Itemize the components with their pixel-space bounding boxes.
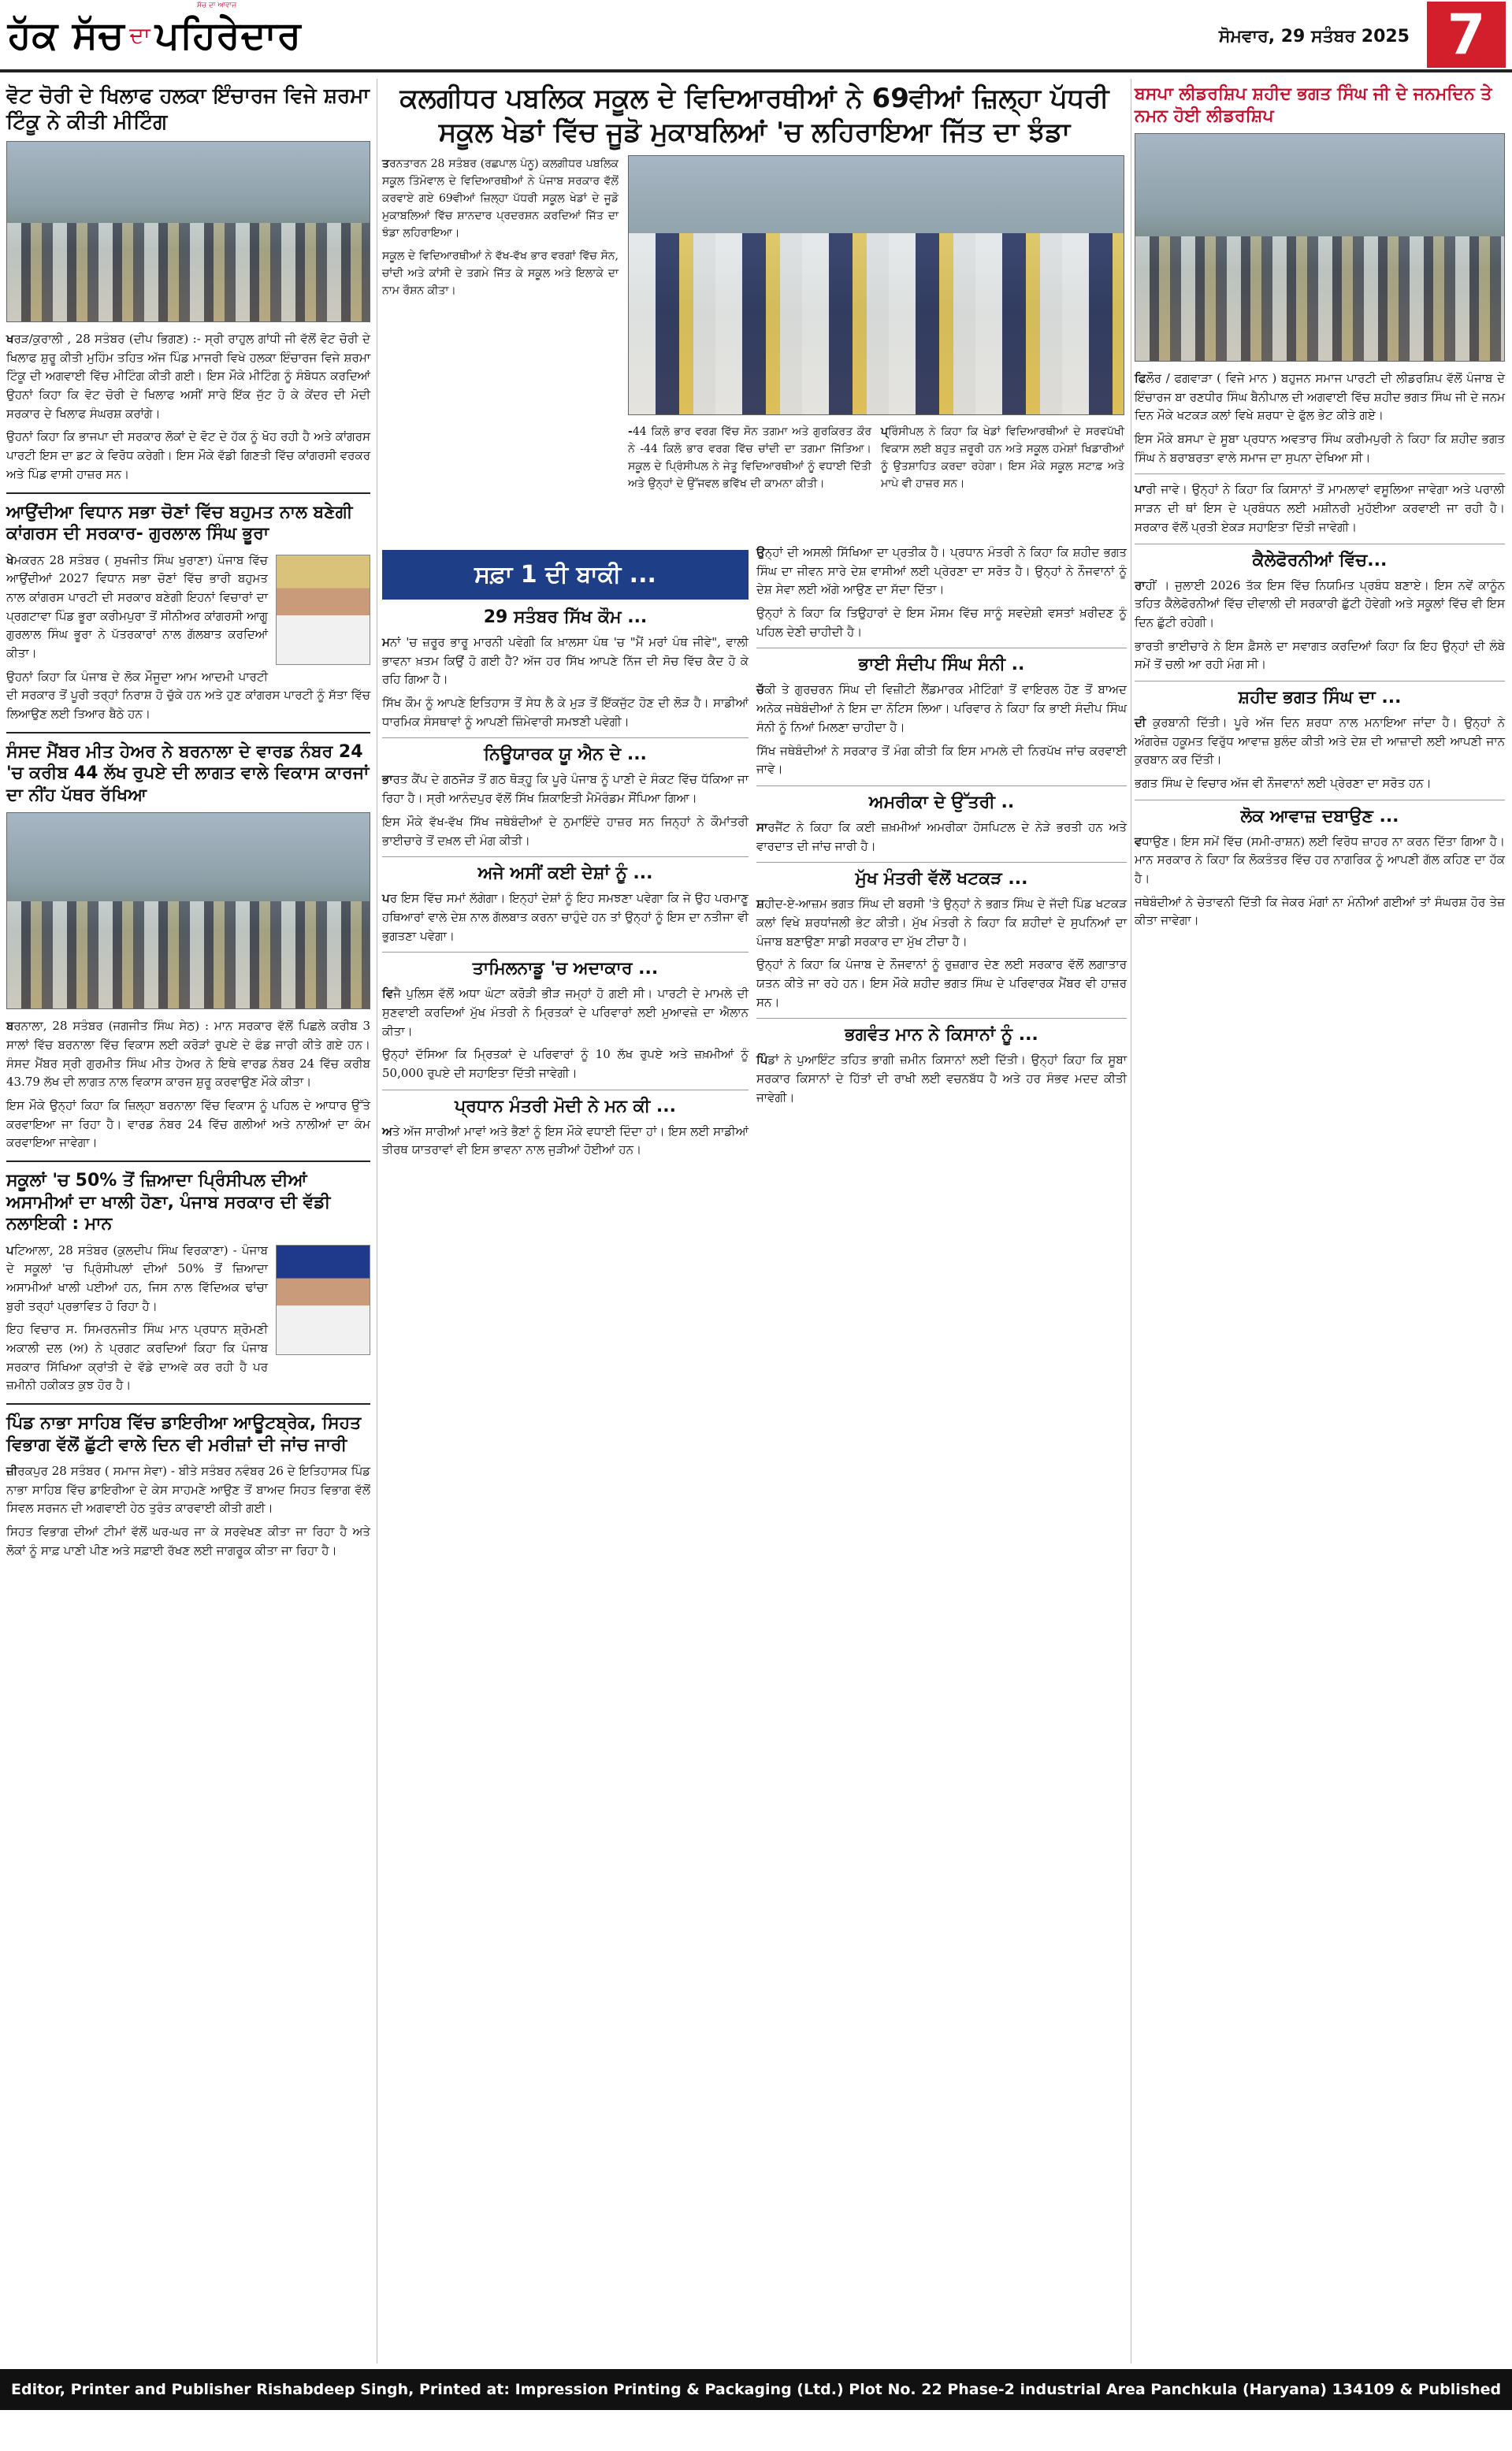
story-body	[6, 1462, 370, 1560]
story-headline[interactable]: ਲੋਕ ਆਵਾਜ਼ ਦਬਾਉਣ ...	[1240, 806, 1399, 826]
paragraph: ਪਰ ਇਸ ਵਿੱਚ ਸਮਾਂ ਲੱਗੇਗਾ। ਇਨ੍ਹਾਂ ਦੇਸ਼ਾਂ ਨੂੰ ਇਹ ਸਮਝਣਾ ਪਵੇਗਾ ਕਿ ਜੇ ਉਹ ਪਰਮਾਣੂ ਹਥਿਆਰਾਂ ਵਾਲੇ ਦੇਸ਼ ਨਾਲ ਗੱਲਬਾਤ ਕਰਨਾ ਚਾਹੁੰਦੇ ਹਨ ਤਾਂ ਉਨ੍ਹਾਂ ਨੂੰ ਇਸ ਦਾ ਨਤੀਜਾ ਵੀ ਭੁਗਤਣਾ ਪਵੇਗਾ।	[382, 891, 749, 943]
lead-body-cont	[628, 423, 871, 525]
paragraph: ਸਕੂਲ ਦੇ ਵਿਦਿਆਰਥੀਆਂ ਨੇ ਵੱਖ-ਵੱਖ ਭਾਰ ਵਰਗਾਂ ਵਿੱਚ ਸੋਨ, ਚਾਂਦੀ ਅਤੇ ਕਾਂਸੀ ਦੇ ਤਗਮੇ ਜਿੱਤ ਕੇ ਸਕੂਲ ਅਤੇ ਇਲਾਕੇ ਦਾ ਨਾਮ ਰੌਸ਼ਨ ਕੀਤਾ।	[382, 249, 619, 297]
paragraph: ਪਿੰਡਾਂ ਨੇ ਪੁਆਇੰਟ ਤਹਿਤ ਭਾਗੀ ਜ਼ਮੀਨ ਕਿਸਾਨਾਂ ਲਈ ਦਿੱਤੀ। ਉਨ੍ਹਾਂ ਕਿਹਾ ਕਿ ਸੂਬਾ ਸਰਕਾਰ ਕਿਸਾਨਾਂ ਦੇ ਹਿੱਤਾਂ ਦੀ ਰਾਖੀ ਲਈ ਵਚਨਬੱਧ ਹੈ ਅਤੇ ਹਰ ਸੰਭਵ ਮਦਦ ਕੀਤੀ ਜਾਵੇਗੀ।	[756, 1053, 1127, 1105]
meeting-photo	[6, 141, 370, 322]
column-3	[756, 544, 1127, 2364]
story-headline[interactable]: 29 ਸਤੰਬਰ ਸਿੱਖ ਕੌਮ ...	[483, 607, 648, 627]
paragraph: ਫਿਲੌਰ / ਫਗਵਾੜਾ ( ਵਿਜੇ ਮਾਨ ) ਬਹੁਜਨ ਸਮਾਜ ਪਾਰਟੀ ਦੀ ਲੀਡਰਸ਼ਿਪ ਵੱਲੋਂ ਪੰਜਾਬ ਦੇ ਇੰਚਾਰਜ ਬਾ ਰਣਧੀਰ ਸਿੰਘ ਬੈਨੀਪਾਲ ਦੀ ਅਗਵਾਈ ਵਿੱਚ ਸ਼ਹੀਦ ਭਗਤ ਸਿੰਘ ਜੀ ਦੇ ਜਨਮ ਦਿਨ ਮੌਕੇ ਖਟਕੜ ਕਲਾਂ ਵਿਖੇ ਸ਼ਰਧਾ ਦੇ ਫੁੱਲ ਭੇਟ ਕੀਤੇ ਗਏ।	[1135, 371, 1505, 423]
paragraph: ਪ੍ਰਿੰਸੀਪਲ ਨੇ ਕਿਹਾ ਕਿ ਖੇਡਾਂ ਵਿਦਿਆਰਥੀਆਂ ਦੇ ਸਰਵਪੱਖੀ ਵਿਕਾਸ ਲਈ ਬਹੁਤ ਜ਼ਰੂਰੀ ਹਨ ਅਤੇ ਸਕੂਲ ਹਮੇਸ਼ਾਂ ਖਿਡਾਰੀਆਂ ਨੂੰ ਉਤਸ਼ਾਹਿਤ ਕਰਦਾ ਰਹੇਗਾ। ਇਸ ਮੌਕੇ ਸਕੂਲ ਸਟਾਫ਼ ਅਤੇ ਮਾਪੇ ਵੀ ਹਾਜ਼ਰ ਸਨ।	[881, 425, 1124, 491]
politician-portrait	[276, 1245, 370, 1355]
story-principal-posts	[6, 1170, 370, 1395]
story-headline[interactable]: ਨਿਊਯਾਰਕ ਯੂ ਐਨ ਦੇ ...	[484, 745, 647, 765]
story-body	[382, 1123, 749, 1160]
divider	[756, 862, 1127, 863]
paragraph: ਇਸ ਮੌਕੇ ਬਸਪਾ ਦੇ ਸੂਬਾ ਪ੍ਰਧਾਨ ਅਵਤਾਰ ਸਿੰਘ ਕਰੀਮਪੁਰੀ ਨੇ ਕਿਹਾ ਕਿ ਸ਼ਹੀਦ ਭਗਤ ਸਿੰਘ ਨੇ ਬਰਾਬਰਤਾ ਵਾਲੇ ਸਮਾਜ ਦਾ ਸੁਪਨਾ ਦੇਖਿਆ ਸੀ।	[1135, 432, 1505, 465]
story-headline[interactable]: ਭਾਈ ਸੰਦੀਪ ਸਿੰਘ ਸੰਨੀ ..	[858, 655, 1025, 675]
students-group-photo	[628, 155, 1124, 415]
logo-text-part1: ਹੱਕ ਸੱਚ	[8, 13, 125, 58]
page-number-badge: 7	[1427, 2, 1506, 68]
lead-headline[interactable]: ਕਲਗੀਧਰ ਪਬਲਿਕ ਸਕੂਲ ਦੇ ਵਿਦਿਆਰਥੀਆਂ ਨੇ 69ਵੀਆਂ ਜ਼ਿਲ੍ਹਾ ਪੱਧਰੀ ਸਕੂਲ ਖੇਡਾਂ ਵਿੱਚ ਜੂਡੋ ਮੁਕਾਬਲਿਆਂ 'ਚ ਲਹਿਰਾਇਆ ਜਿੱਤ ਦਾ ਝੰਡਾ	[399, 83, 1109, 148]
story-headline[interactable]: ਤਾਮਿਲਨਾਡੂ 'ਚ ਅਦਾਕਾਰ ...	[472, 959, 659, 979]
story-body	[1135, 370, 1505, 467]
divider	[756, 785, 1127, 786]
paragraph: ਇਸ ਮੌਕੇ ਵੱਖ-ਵੱਖ ਸਿੱਖ ਜਥੇਬੰਦੀਆਂ ਦੇ ਨੁਮਾਇੰਦੇ ਹਾਜ਼ਰ ਸਨ ਜਿਨ੍ਹਾਂ ਨੇ ਕੌਮਾਂਤਰੀ ਭਾਈਚਾਰੇ ਤੋਂ ਦਖ਼ਲ ਦੀ ਮੰਗ ਕੀਤੀ।	[382, 814, 749, 848]
paragraph: ਉਹਨਾਂ ਕਿਹਾ ਕਿ ਭਾਜਪਾ ਦੀ ਸਰਕਾਰ ਲੋਕਾਂ ਦੇ ਵੋਟ ਦੇ ਹੱਕ ਨੂੰ ਖੋਹ ਰਹੀ ਹੈ ਅਤੇ ਕਾਂਗਰਸ ਪਾਰਟੀ ਇਸ ਦਾ ਡਟ ਕੇ ਵਿਰੋਧ ਕਰੇਗੀ। ਇਸ ਮੌਕੇ ਵੱਡੀ ਗਿਣਤੀ ਵਿੱਚ ਕਾਂਗਰਸੀ ਵਰਕਰ ਅਤੇ ਪਿੰਡ ਵਾਸੀ ਹਾਜ਼ਰ ਸਨ।	[6, 429, 370, 481]
paragraph: ਇਹ ਵਿਚਾਰ ਸ. ਸਿਮਰਨਜੀਤ ਸਿੰਘ ਮਾਨ ਪ੍ਰਧਾਨ ਸ਼੍ਰੋਮਣੀ ਅਕਾਲੀ ਦਲ (ਅ) ਨੇ ਪ੍ਰਗਟ ਕਰਦਿਆਂ ਕਿਹਾ ਕਿ ਪੰਜਾਬ ਸਰਕਾਰ ਸਿੱਖਿਆ ਕ੍ਰਾਂਤੀ ਦੇ ਵੱਡੇ ਦਾਅਵੇ ਕਰ ਰਹੀ ਹੈ ਪਰ ਜ਼ਮੀਨੀ ਹਕੀਕਤ ਕੁਝ ਹੋਰ ਹੈ।	[6, 1322, 268, 1393]
divider	[6, 492, 370, 494]
lead-story	[382, 79, 1127, 536]
story-vote-chori	[6, 84, 370, 485]
story-headline[interactable]: ਪਿੰਡ ਨਾਭਾ ਸਾਹਿਬ ਵਿੱਚ ਡਾਇਰੀਆ ਆਊਟਬ੍ਰੇਕ, ਸਿਹਤ ਵਿਭਾਗ ਵੱਲੋਂ ਛੁੱਟੀ ਵਾਲੇ ਦਿਨ ਵੀ ਮਰੀਜ਼ਾਂ ਦੀ ਜਾਂਚ ਜਾਰੀ	[6, 1413, 362, 1455]
paragraph: ਭਾਰਤੀ ਭਾਈਚਾਰੇ ਨੇ ਇਸ ਫ਼ੈਸਲੇ ਦਾ ਸਵਾਗਤ ਕਰਦਿਆਂ ਕਿਹਾ ਕਿ ਇਹ ਉਨ੍ਹਾਂ ਦੀ ਲੰਬੇ ਸਮੇਂ ਤੋਂ ਚਲੀ ਆ ਰਹੀ ਮੰਗ ਸੀ।	[1135, 638, 1505, 672]
story-meet-hayer	[6, 741, 370, 1153]
paragraph: ਉਨ੍ਹਾਂ ਦੀ ਅਸਲੀ ਸਿੱਖਿਆ ਦਾ ਪ੍ਰਤੀਕ ਹੈ। ਪ੍ਰਧਾਨ ਮੰਤਰੀ ਨੇ ਕਿਹਾ ਕਿ ਸ਼ਹੀਦ ਭਗਤ ਸਿੰਘ ਦਾ ਜੀਵਨ ਸਾਰੇ ਦੇਸ਼ ਵਾਸੀਆਂ ਲਈ ਪ੍ਰੇਰਣਾ ਦਾ ਸਰੋਤ ਹੈ। ਉਨ੍ਹਾਂ ਨੇ ਨੌਜਵਾਨਾਂ ਨੂੰ ਦੇਸ਼ ਸੇਵਾ ਲਈ ਅੱਗੇ ਆਉਣ ਦਾ ਸੱਦਾ ਦਿੱਤਾ।	[756, 545, 1127, 597]
paragraph: ਭਾਰਤ ਕੈਂਪ ਦੇ ਗਠਜੋੜ ਤੋਂ ਗਠ ਥੋੜ੍ਹੂ ਕਿ ਪੂਰੇ ਪੰਜਾਬ ਨੂੰ ਪਾਣੀ ਦੇ ਸੰਕਟ ਵਿੱਚ ਧੱਕਿਆ ਜਾ ਰਿਹਾ ਹੈ। ਸ੍ਰੀ ਆਨੰਦਪੁਰ ਵੱਲੋਂ ਸਿੱਖ ਸ਼ਿਕਾਇਤੀ ਮੈਮੋਰੰਡਮ ਸੌਂਪਿਆ ਗਿਆ।	[382, 772, 749, 806]
story-headline[interactable]: ਸੰਸਦ ਮੈਂਬਰ ਮੀਤ ਹੇਅਰ ਨੇ ਬਰਨਾਲਾ ਦੇ ਵਾਰਡ ਨੰਬਰ 24 'ਚ ਕਰੀਬ 44 ਲੱਖ ਰੁਪਏ ਦੀ ਲਾਗਤ ਵਾਲੇ ਵਿਕਾਸ ਕਾਰਜਾਂ ਦਾ ਨੀਂਹ ਪੱਥਰ ਰੱਖਿਆ	[6, 741, 370, 805]
paragraph: ਉਨ੍ਹਾਂ ਦੱਸਿਆ ਕਿ ਮ੍ਰਿਤਕਾਂ ਦੇ ਪਰਿਵਾਰਾਂ ਨੂੰ 10 ਲੱਖ ਰੁਪਏ ਅਤੇ ਜ਼ਖ਼ਮੀਆਂ ਨੂੰ 50,000 ਰੁਪਏ ਦੀ ਸਹਾਇਤਾ ਦਿੱਤੀ ਜਾਵੇਗੀ।	[382, 1047, 749, 1080]
story-body	[382, 985, 749, 1083]
paragraph: ਸਿੱਖ ਜਥੇਬੰਦੀਆਂ ਨੇ ਸਰਕਾਰ ਤੋਂ ਮੰਗ ਕੀਤੀ ਕਿ ਇਸ ਮਾਮਲੇ ਦੀ ਨਿਰਪੱਖ ਜਾਂਚ ਕਰਵਾਈ ਜਾਵੇ।	[756, 743, 1127, 777]
column-2	[382, 544, 749, 2364]
paragraph: ਚੱਕੀ ਤੇ ਗੁਰਚਰਨ ਸਿੰਘ ਦੀ ਵਿਜ਼ੀਟੀ ਲੈਂਡਮਾਰਕ ਮੀਟਿੰਗਾਂ ਤੋਂ ਵਾਇਰਲ ਹੋਣ ਤੋਂ ਬਾਅਦ ਅਨੇਕ ਜਥੇਬੰਦੀਆਂ ਨੇ ਇਸ ਦਾ ਨੋਟਿਸ ਲਿਆ। ਪਰਿਵਾਰ ਨੇ ਕਿਹਾ ਕਿ ਭਾਈ ਸੰਦੀਪ ਸਿੰਘ ਸੰਨੀ ਨੂੰ ਨਿਆਂ ਮਿਲਣਾ ਚਾਹੀਦਾ ਹੈ।	[756, 682, 1127, 734]
logo-tagline: ਸੱਚ ਦਾ ਆਵਾਜ਼	[197, 2, 237, 9]
paragraph: ਪਾਰੀ ਜਾਵੇ। ਉਨ੍ਹਾਂ ਨੇ ਕਿਹਾ ਕਿ ਕਿਸਾਨਾਂ ਤੋਂ ਮਾਮਲਾਵਾਂ ਵਸੂਲਿਆ ਜਾਵੇਗਾ ਅਤੇ ਪਰਾਲੀ ਸਾੜਨ ਦੀ ਥਾਂ ਇਸ ਦੇ ਪ੍ਰਬੰਧਨ ਲਈ ਮਸ਼ੀਨਰੀ ਮੁਹੱਈਆ ਕਰਵਾਈ ਜਾ ਰਹੀ ਹੈ। ਸਰਕਾਰ ਵੱਲੋਂ ਪ੍ਰਤੀ ਏਕੜ ਸਹਾਇਤਾ ਦਿੱਤੀ ਜਾਵੇਗੀ।	[1135, 482, 1505, 534]
divider	[6, 1161, 370, 1162]
issue-date: ਸੋਮਵਾਰ, 29 ਸਤੰਬਰ 2025	[1218, 27, 1410, 46]
paragraph: ਸਿਹਤ ਵਿਭਾਗ ਦੀਆਂ ਟੀਮਾਂ ਵੱਲੋਂ ਘਰ-ਘਰ ਜਾ ਕੇ ਸਰਵੇਖਣ ਕੀਤਾ ਜਾ ਰਿਹਾ ਹੈ ਅਤੇ ਲੋਕਾਂ ਨੂੰ ਸਾਫ਼ ਪਾਣੀ ਪੀਣ ਅਤੇ ਸਫ਼ਾਈ ਰੱਖਣ ਲਈ ਜਾਗਰੂਕ ਕੀਤਾ ਜਾ ਰਿਹਾ ਹੈ।	[6, 1524, 370, 1558]
paragraph: ਵਿਜੈ ਪੁਲਿਸ ਵੱਲੋਂ ਅਧਾ ਘੰਟਾ ਕਰੋੜੀ ਭੀੜ ਜਮ੍ਹਾਂ ਹੋ ਗਈ ਸੀ। ਪਾਰਟੀ ਦੇ ਮਾਮਲੇ ਦੀ ਸੁਣਵਾਈ ਕਰਦਿਆਂ ਮੁੱਖ ਮੰਤਰੀ ਨੇ ਮ੍ਰਿਤਕਾਂ ਦੇ ਪਰਿਵਾਰਾਂ ਲਈ ਮੁਆਵਜ਼ੇ ਦਾ ਐਲਾਨ ਕੀਤਾ।	[382, 986, 749, 1038]
lead-body	[382, 155, 619, 525]
paragraph: ਮਨਾਂ 'ਚ ਜ਼ਰੂਰ ਭਾਰੂ ਮਾਰਨੀ ਪਵੇਗੀ ਕਿ ਖ਼ਾਲਸਾ ਪੰਥ 'ਚ "ਮੈਂ ਮਰਾਂ ਪੰਥ ਜੀਵੇ", ਵਾਲੀ ਭਾਵਨਾ ਖ਼ਤਮ ਕਿਉਂ ਹੋ ਗਈ ਹੈ? ਅੱਜ ਹਰ ਸਿੱਖ ਆਪਣੇ ਨਿੱਜ ਦੀ ਸੋਚ ਵਿੱਚ ਕੈਦ ਹੋ ਕੇ ਰਹਿ ਗਿਆ ਹੈ।	[382, 635, 749, 687]
tribute-group-photo	[1135, 133, 1505, 362]
paragraph: ਸਿੱਖ ਕੌਮ ਨੂੰ ਆਪਣੇ ਇਤਿਹਾਸ ਤੋਂ ਸੇਧ ਲੈ ਕੇ ਮੁੜ ਤੋਂ ਇੱਕਜੁੱਟ ਹੋਣ ਦੀ ਲੋੜ ਹੈ। ਸਾਡੀਆਂ ਧਾਰਮਿਕ ਸੰਸਥਾਵਾਂ ਨੂੰ ਆਪਣੀ ਜ਼ਿੰਮੇਵਾਰੀ ਸਮਝਣੀ ਪਵੇਗੀ।	[382, 696, 749, 729]
story-diarrhea	[6, 1413, 370, 1560]
paragraph: ਅਤੇ ਅੱਜ ਸਾਰੀਆਂ ਮਾਵਾਂ ਅਤੇ ਭੈਣਾਂ ਨੂੰ ਇਸ ਮੌਕੇ ਵਧਾਈ ਦਿੰਦਾ ਹਾਂ। ਇਸ ਲਈ ਸਾਡੀਆਂ ਤੀਰਥ ਯਾਤਰਾਵਾਂ ਵੀ ਇਸ ਭਾਵਨਾ ਨਾਲ ਜੁੜੀਆਂ ਹੋਈਆਂ ਹਨ।	[382, 1123, 749, 1157]
paragraph: ਤਰਨਤਾਰਨ 28 ਸਤੰਬਰ (ਰਛਪਾਲ ਪੰਨੂ) ਕਲਗੀਧਰ ਪਬਲਿਕ ਸਕੂਲ ਤਿੰਮੋਵਾਲ ਦੇ ਵਿਦਿਆਰਥੀਆਂ ਨੇ ਪੰਜਾਬ ਸਰਕਾਰ ਵੱਲੋਂ ਕਰਵਾਏ ਗਏ 69ਵੀਆਂ ਜ਼ਿਲ੍ਹਾ ਪੱਧਰੀ ਸਕੂਲ ਖੇਡਾਂ ਦੇ ਜੂਡੋ ਮੁਕਾਬਲਿਆਂ ਵਿੱਚ ਸ਼ਾਨਦਾਰ ਪ੍ਰਦਰਸ਼ਨ ਕਰਦਿਆਂ ਜਿੱਤ ਦਾ ਝੰਡਾ ਲਹਿਰਾਇਆ।	[382, 158, 619, 240]
divider	[1135, 473, 1505, 474]
logo-text-part2: ਦਾ	[129, 22, 150, 48]
paragraph: ਸਾਰਜੈਂਟ ਨੇ ਕਿਹਾ ਕਿ ਕਈ ਜ਼ਖ਼ਮੀਆਂ ਅਮਰੀਕਾ ਹੋਸਪਿਟਲ ਦੇ ਨੇੜੇ ਭਰਤੀ ਹਨ ਅਤੇ ਵਾਰਦਾਤ ਦੀ ਜਾਂਚ ਜਾਰੀ ਹੈ।	[756, 819, 1127, 853]
divider	[382, 856, 749, 857]
paragraph: ਉਨ੍ਹਾਂ ਨੇ ਕਿਹਾ ਕਿ ਪੰਜਾਬ ਦੇ ਨੌਜਵਾਨਾਂ ਨੂੰ ਰੁਜ਼ਗਾਰ ਦੇਣ ਲਈ ਸਰਕਾਰ ਵੱਲੋਂ ਲਗਾਤਾਰ ਯਤਨ ਕੀਤੇ ਜਾ ਰਹੇ ਹਨ। ਇਸ ਮੌਕੇ ਸ਼ਹੀਦ ਭਗਤ ਸਿੰਘ ਦੇ ਪਰਿਵਾਰਕ ਮੈਂਬਰ ਵੀ ਹਾਜ਼ਰ ਸਨ।	[756, 957, 1127, 1009]
divider	[6, 1403, 370, 1405]
foundation-stone-photo	[6, 812, 370, 1009]
paragraph: -44 ਕਿਲੋ ਭਾਰ ਵਰਗ ਵਿੱਚ ਸੋਨ ਤਗਮਾ ਅਤੇ ਗੁਰਕਿਰਤ ਕੌਰ ਨੇ -44 ਕਿਲੋ ਭਾਰ ਵਰਗ ਵਿੱਚ ਚਾਂਦੀ ਦਾ ਤਗਮਾ ਜਿੱਤਿਆ। ਸਕੂਲ ਦੇ ਪ੍ਰਿੰਸੀਪਲ ਨੇ ਜੇਤੂ ਵਿਦਿਆਰਥੀਆਂ ਨੂੰ ਵਧਾਈ ਦਿੱਤੀ ਅਤੇ ਉਨ੍ਹਾਂ ਦੇ ਉੱਜਵਲ ਭਵਿੱਖ ਦੀ ਕਾਮਨਾ ਕੀਤੀ।	[628, 425, 871, 491]
politician-portrait	[276, 555, 370, 665]
story-headline[interactable]: ਅਮਰੀਕਾ ਦੇ ਉੱਤਰੀ ..	[868, 792, 1015, 812]
story-headline[interactable]: ਬਸਪਾ ਲੀਡਰਸ਼ਿਪ ਸ਼ਹੀਦ ਭਗਤ ਸਿੰਘ ਜੀ ਦੇ ਜਨਮਦਿਨ ਤੇ ਨਮਨ ਹੋਈ ਲੀਡਰਸ਼ਿਪ	[1135, 84, 1492, 126]
story-body	[382, 889, 749, 945]
divider	[6, 732, 370, 733]
lead-body-cont	[881, 423, 1124, 525]
story-headline[interactable]: ਭਗਵੰਤ ਮਾਨ ਨੇ ਕਿਸਾਨਾਂ ਨੂੰ ...	[845, 1025, 1038, 1045]
paragraph: ਜ਼ੀਰਕਪੁਰ 28 ਸਤੰਬਰ ( ਸਮਾਜ ਸੇਵਾ) - ਬੀਤੇ ਸਤੰਬਰ ਨਵੰਬਰ 26 ਦੇ ਇਤਿਹਾਸਕ ਪਿੰਡ ਨਾਭਾ ਸਾਹਿਬ ਵਿੱਚ ਡਾਇਰੀਆ ਦੇ ਕੇਸ ਸਾਹਮਣੇ ਆਉਣ ਤੋਂ ਬਾਅਦ ਸਿਹਤ ਵਿਭਾਗ ਵੱਲੋਂ ਸਿਵਲ ਸਰਜਨ ਦੀ ਅਗਵਾਈ ਹੇਠ ਤੁਰੰਤ ਕਾਰਵਾਈ ਕੀਤੀ ਗਈ।	[6, 1464, 370, 1516]
story-bsp-bhagat-singh	[1135, 84, 1505, 467]
paragraph: ਇਸ ਮੌਕੇ ਉਨ੍ਹਾਂ ਕਿਹਾ ਕਿ ਜ਼ਿਲ੍ਹਾ ਬਰਨਾਲਾ ਵਿੱਚ ਵਿਕਾਸ ਨੂੰ ਪਹਿਲ ਦੇ ਆਧਾਰ ਉੱਤੇ ਕਰਵਾਇਆ ਜਾ ਰਿਹਾ ਹੈ। ਵਾਰਡ ਨੰਬਰ 24 ਵਿੱਚ ਗਲੀਆਂ ਅਤੇ ਨਾਲੀਆਂ ਦਾ ਕੰਮ ਕਰਵਾਇਆ ਜਾਵੇਗਾ।	[6, 1097, 370, 1150]
story-body	[1135, 577, 1505, 674]
paragraph: ਰਾਹੀਂ । ਜੁਲਾਈ 2026 ਤੱਕ ਇਸ ਵਿੱਚ ਨਿਯਮਿਤ ਪ੍ਰਬੰਧ ਬਣਾਏ। ਇਸ ਨਵੇਂ ਕਾਨੂੰਨ ਤਹਿਤ ਕੈਲੇਫੋਰਨੀਆਂ ਵਿੱਚ ਦੀਵਾਲੀ ਦੀ ਸਰਕਾਰੀ ਛੁੱਟੀ ਹੋਵੇਗੀ ਅਤੇ ਸਕੂਲਾਂ ਵਿੱਚ ਵੀ ਇਸ ਦਿਨ ਛੁੱਟੀ ਰਹੇਗੀ।	[1135, 577, 1505, 629]
column-4	[1135, 79, 1505, 2364]
divider	[382, 737, 749, 738]
story-body	[756, 544, 1127, 641]
newspaper-logo[interactable]	[8, 6, 302, 65]
paragraph: ਖਰੜ/ਕੁਰਾਲੀ , 28 ਸਤੰਬਰ (ਦੀਪ ਭਿਗਣ) :- ਸ੍ਰੀ ਰਾਹੁਲ ਗਾਂਧੀ ਜੀ ਵੱਲੋਂ ਵੋਟ ਚੋਰੀ ਦੇ ਖਿਲਾਫ ਸ਼ੁਰੂ ਕੀਤੀ ਮੁਹਿੰਮ ਤਹਿਤ ਅੱਜ ਪਿੰਡ ਮਾਜਰੀ ਵਿਖੇ ਹਲਕਾ ਇੰਚਾਰਜ ਵਿਜੇ ਸ਼ਰਮਾ ਟਿੰਕੂ ਦੀ ਅਗਵਾਈ ਵਿੱਚ ਮੀਟਿੰਗ ਕੀਤੀ ਗਈ। ਇਸ ਮੌਕੇ ਮੀਟਿੰਗ ਨੂੰ ਸੰਬੋਧਨ ਕਰਦਿਆਂ ਉਹਨਾਂ ਕਿਹਾ ਕਿ ਵੋਟ ਚੋਰੀ ਦੇ ਖਿਲਾਫ ਅਸੀਂ ਸਾਰੇ ਇੱਕ ਜੁੱਟ ਹੋ ਕੇ ਕੇਂਦਰ ਦੀ ਮੋਦੀ ਸਰਕਾਰ ਦੇ ਖਿਲਾਫ ਸੰਘਰਸ਼ ਕਰਾਂਗੇ।	[6, 332, 370, 421]
story-body	[382, 771, 749, 850]
paragraph: ਵਧਾਉਣ। ਇਸ ਸਮੇਂ ਵਿੱਚ (ਸਮੀ-ਰਾਸ਼ਨ) ਲਈ ਵਿਰੋਧ ਜ਼ਾਹਰ ਨਾ ਕਰਨ ਦਿੱਤਾ ਗਿਆ ਹੈ। ਮਾਨ ਸਰਕਾਰ ਨੇ ਕਿਹਾ ਕਿ ਲੋਕਤੰਤਰ ਵਿੱਚ ਹਰ ਨਾਗਰਿਕ ਨੂੰ ਆਪਣੀ ਗੱਲ ਕਹਿਣ ਦਾ ਹੱਕ ਹੈ।	[1135, 834, 1505, 886]
column-1	[6, 79, 370, 2364]
story-body	[1135, 481, 1505, 537]
story-headline[interactable]: ਅਜੇ ਅਸੀਂ ਕਈ ਦੇਸ਼ਾਂ ਨੂੰ ...	[477, 863, 653, 884]
continued-from-page1-banner: ਸਫ਼ਾ 1 ਦੀ ਬਾਕੀ ...	[382, 550, 749, 600]
story-headline[interactable]: ਆਉਂਦੀਆ ਵਿਧਾਨ ਸਭਾ ਚੋਣਾਂ ਵਿੱਚ ਬਹੁਮਤ ਨਾਲ ਬਣੇਗੀ ਕਾਂਗਰਸ ਦੀ ਸਰਕਾਰ- ਗੁਰਲਾਲ ਸਿੰਘ ਭੂਰਾ	[6, 502, 353, 544]
paragraph: ਜਥੇਬੰਦੀਆਂ ਨੇ ਚੇਤਾਵਨੀ ਦਿੱਤੀ ਕਿ ਜੇਕਰ ਮੰਗਾਂ ਨਾ ਮੰਨੀਆਂ ਗਈਆਂ ਤਾਂ ਸੰਘਰਸ਼ ਹੋਰ ਤੇਜ਼ ਕੀਤਾ ਜਾਵੇਗਾ।	[1135, 894, 1505, 928]
paragraph: ਸ਼ਹੀਦ-ਏ-ਆਜ਼ਮ ਭਗਤ ਸਿੰਘ ਦੀ ਬਰਸੀ 'ਤੇ ਉਨ੍ਹਾਂ ਨੇ ਭਗਤ ਸਿੰਘ ਦੇ ਜੱਦੀ ਪਿੰਡ ਖਟਕੜ ਕਲਾਂ ਵਿਖੇ ਸ਼ਰਧਾਂਜਲੀ ਭੇਟ ਕੀਤੀ। ਮੁੱਖ ਮੰਤਰੀ ਨੇ ਕਿਹਾ ਕਿ ਸ਼ਹੀਦਾਂ ਦੇ ਸੁਪਨਿਆਂ ਦਾ ਪੰਜਾਬ ਬਣਾਉਣਾ ਸਾਡੀ ਸਰਕਾਰ ਦਾ ਮੁੱਖ ਟੀਚਾ ਹੈ।	[756, 897, 1127, 949]
story-body	[1135, 833, 1505, 930]
story-body	[6, 330, 370, 485]
story-headline[interactable]: ਵੋਟ ਚੋਰੀ ਦੇ ਖਿਲਾਫ ਹਲਕਾ ਇੰਚਾਰਜ ਵਿਜੇ ਸ਼ਰਮਾ ਟਿੰਕੂ ਨੇ ਕੀਤੀ ਮੀਟਿੰਗ	[6, 84, 370, 134]
story-headline[interactable]: ਸ਼ਹੀਦ ਭਗਤ ਸਿੰਘ ਦਾ ...	[1238, 687, 1402, 707]
divider	[756, 1018, 1127, 1019]
story-body	[756, 819, 1127, 856]
paragraph: ਦੀ ਕੁਰਬਾਨੀ ਦਿੱਤੀ। ਪੂਰੇ ਅੱਜ ਦਿਨ ਸ਼ਰਧਾ ਨਾਲ ਮਨਾਇਆ ਜਾਂਦਾ ਹੈ। ਉਨ੍ਹਾਂ ਨੇ ਅੰਗਰੇਜ਼ ਹਕੂਮਤ ਵਿਰੁੱਧ ਆਵਾਜ਼ ਬੁਲੰਦ ਕੀਤੀ ਅਤੇ ਦੇਸ਼ ਦੀ ਆਜ਼ਾਦੀ ਲਈ ਆਪਣੀ ਜਾਨ ਕੁਰਬਾਨ ਕਰ ਦਿੱਤੀ।	[1135, 715, 1505, 767]
story-body	[756, 681, 1127, 778]
paragraph: ਖੇਮਕਰਨ 28 ਸਤੰਬਰ ( ਸੁਖਜੀਤ ਸਿੰਘ ਖੁਰਾਣਾ) ਪੰਜਾਬ ਵਿੱਚ ਆਉਂਦੀਆਂ 2027 ਵਿਧਾਨ ਸਭਾ ਚੋਣਾਂ ਵਿੱਚ ਭਾਰੀ ਬਹੁਮਤ ਨਾਲ ਕਾਂਗਰਸ ਪਾਰਟੀ ਦੀ ਸਰਕਾਰ ਬਣੇਗੀ ਇਹਨਾਂ ਵਿਚਾਰਾਂ ਦਾ ਪ੍ਰਗਟਾਵਾ ਪਿੰਡ ਭੂਰਾ ਕਰੀਮਪੁਰਾ ਤੋਂ ਸੀਨੀਅਰ ਕਾਂਗਰਸੀ ਆਗੂ ਗੁਰਲਾਲ ਸਿੰਘ ਭੂਰਾ ਨੇ ਪੱਤਰਕਾਰਾਂ ਨਾਲ ਗੱਲਬਾਤ ਕਰਦਿਆਂ ਕੀਤਾ।	[6, 552, 268, 660]
paragraph: ਉਨ੍ਹਾਂ ਨੇ ਕਿਹਾ ਕਿ ਤਿਉਹਾਰਾਂ ਦੇ ਇਸ ਮੌਸਮ ਵਿੱਚ ਸਾਨੂੰ ਸਵਦੇਸ਼ੀ ਵਸਤਾਂ ਖ਼ਰੀਦਣ ਨੂੰ ਪਹਿਲ ਦੇਣੀ ਚਾਹੀਦੀ ਹੈ।	[756, 606, 1127, 639]
paragraph: ਭਗਤ ਸਿੰਘ ਦੇ ਵਿਚਾਰ ਅੱਜ ਵੀ ਨੌਜਵਾਨਾਂ ਲਈ ਪ੍ਰੇਰਣਾ ਦਾ ਸਰੋਤ ਹਨ।	[1135, 776, 1432, 790]
story-headline[interactable]: ਮੁੱਖ ਮੰਤਰੀ ਵੱਲੋਂ ਖਟਕੜ ...	[855, 869, 1028, 889]
story-body	[756, 1051, 1127, 1107]
imprint-footer: Editor, Printer and Publisher Rishabdeep Singh, Printed at: Impression Printing & Packaging (Ltd.) Plot No. 22 Phase-2 industrial Area Panchkula (Haryana) 134109 & Published From 3223, First Floor, Sector-35D, Chandigarh	[0, 2369, 1512, 2410]
story-body	[1135, 714, 1505, 793]
story-headline[interactable]: ਸਕੂਲਾਂ 'ਚ 50% ਤੋਂ ਜ਼ਿਆਦਾ ਪ੍ਰਿੰਸੀਪਲ ਦੀਆਂ ਅਸਾਮੀਆਂ ਦਾ ਖਾਲੀ ਹੋਣਾ, ਪੰਜਾਬ ਸਰਕਾਰ ਦੀ ਵੱਡੀ ਨਲਾਇਕੀ : ਮਾਨ	[6, 1171, 331, 1234]
logo-text-part3: ਪਹਿਰੇਦਾਰ	[154, 13, 302, 58]
paragraph: ਪਟਿਆਲਾ, 28 ਸਤੰਬਰ (ਕੁਲਦੀਪ ਸਿੰਘ ਵਿਰਕਾਣਾ) - ਪੰਜਾਬ ਦੇ ਸਕੂਲਾਂ 'ਚ ਪ੍ਰਿੰਸੀਪਲਾਂ ਦੀਆਂ 50% ਤੋਂ ਜ਼ਿਆਦਾ ਅਸਾਮੀਆਂ ਖਾਲੀ ਪਈਆਂ ਹਨ, ਜਿਸ ਨਾਲ ਵਿੱਦਿਅਕ ਢਾਂਚਾ ਬੁਰੀ ਤਰ੍ਹਾਂ ਪ੍ਰਭਾਵਿਤ ਹੋ ਰਿਹਾ ਹੈ।	[6, 1242, 268, 1313]
divider	[382, 952, 749, 953]
paragraph: ਬਰਨਾਲਾ, 28 ਸਤੰਬਰ (ਜਗਜੀਤ ਸਿੰਘ ਸੇਠ) : ਮਾਨ ਸਰਕਾਰ ਵੱਲੋਂ ਪਿਛਲੇ ਕਰੀਬ 3 ਸਾਲਾਂ ਵਿੱਚ ਬਰਨਾਲਾ ਵਿੱਚ ਵਿਕਾਸ ਲਈ ਕਰੋੜਾਂ ਰੁਪਏ ਦੇ ਫੰਡ ਜਾਰੀ ਕੀਤੇ ਗਏ ਹਨ। ਸੰਸਦ ਮੈਂਬਰ ਸ੍ਰੀ ਗੁਰਮੀਤ ਸਿੰਘ ਮੀਤ ਹੇਅਰ ਨੇ ਇਥੇ ਵਾਰਡ ਨੰਬਰ 24 ਵਿੱਚ ਕਰੀਬ 43.79 ਲੱਖ ਦੀ ਲਾਗਤ ਨਾਲ ਵਿਕਾਸ ਕਾਰਜ ਸ਼ੁਰੂ ਕਰਵਾਉਣ ਮੌਕੇ ਕੀਤਾ।	[6, 1019, 370, 1090]
story-headline[interactable]: ਪ੍ਰਧਾਨ ਮੰਤਰੀ ਮੋਦੀ ਨੇ ਮਨ ਕੀ ...	[455, 1096, 676, 1116]
story-body	[6, 1017, 370, 1153]
story-congress-bhura	[6, 502, 370, 724]
masthead	[0, 0, 1512, 72]
story-body	[382, 633, 749, 731]
story-headline[interactable]: ਕੈਲੇਫੋਰਨੀਆਂ ਵਿੱਚ...	[1252, 550, 1388, 570]
paragraph: ਉਹਨਾਂ ਕਿਹਾ ਕਿ ਪੰਜਾਬ ਦੇ ਲੋਕ ਮੌਜੂਦਾ ਆਮ ਆਦਮੀ ਪਾਰਟੀ ਦੀ ਸਰਕਾਰ ਤੋਂ ਪੂਰੀ ਤਰ੍ਹਾਂ ਨਿਰਾਸ਼ ਹੋ ਚੁੱਕੇ ਹਨ ਅਤੇ ਹੁਣ ਕਾਂਗਰਸ ਪਾਰਟੀ ਨੂੰ ਸੱਤਾ ਵਿੱਚ ਲਿਆਉਣ ਲਈ ਤਿਆਰ ਬੈਠੇ ਹਨ।	[6, 669, 370, 721]
story-body	[756, 895, 1127, 1012]
